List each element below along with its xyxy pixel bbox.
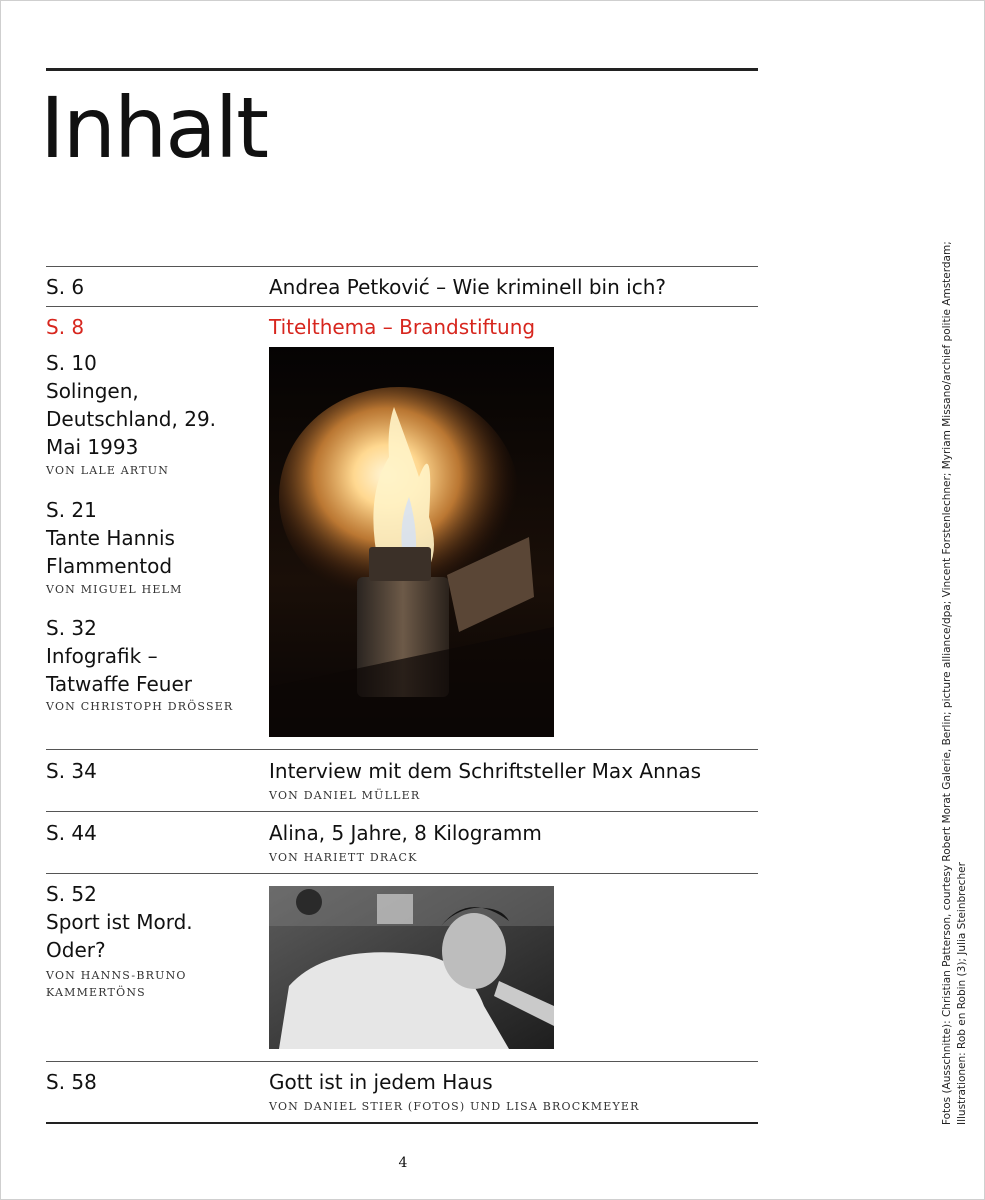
page-title: Inhalt	[40, 79, 267, 177]
photo-credits-line: Fotos (Ausschnitte): Christian Patterson, courtesy Robert Morat Galerie, Berlin; picture alliance/dpa; Vincent Forstenlechner; Myriam Missano/archief politie Amsterdam;	[941, 241, 953, 1125]
row-divider	[46, 749, 758, 750]
toc-subentry-title[interactable]: Infografik – Tatwaffe Feuer	[46, 644, 192, 696]
toc-page-number[interactable]: S. 52	[46, 882, 97, 906]
page-number: 4	[398, 1155, 408, 1171]
toc-subentry-byline: VON MIGUEL HELM	[46, 583, 183, 596]
row-divider	[46, 811, 758, 812]
row-divider	[46, 266, 758, 267]
lighter-flame-illustration	[269, 347, 554, 737]
toc-page-number[interactable]: S. 58	[46, 1070, 97, 1094]
bottom-rule	[46, 1122, 758, 1124]
toc-entry-byline: VON DANIEL STIER (FOTOS) UND LISA BROCKMEYER	[269, 1100, 640, 1113]
toc-entry-title[interactable]: Titelthema – Brandstiftung	[269, 315, 536, 339]
toc-entry-byline: VON HARIETT DRACK	[269, 851, 418, 864]
photo-credits-line: Illustrationen: Rob en Robin (3); Julia Steinbrecher	[956, 862, 968, 1125]
lighter-flame-photo	[269, 347, 554, 737]
toc-subentry-byline: VON LALE ARTUN	[46, 464, 170, 477]
toc-page-number[interactable]: S. 6	[46, 275, 85, 299]
toc-page-number[interactable]: S. 8	[46, 315, 85, 339]
row-divider	[46, 1061, 758, 1062]
athlete-portrait-photo	[269, 886, 554, 1049]
toc-entry-byline: VON HANNS-BRUNO KAMMERTÖNS	[46, 969, 187, 999]
toc-subentry-page[interactable]: S. 21	[46, 498, 97, 522]
toc-entry-title[interactable]: Andrea Petković – Wie kriminell bin ich?	[269, 275, 666, 299]
toc-entry-title[interactable]: Gott ist in jedem Haus	[269, 1070, 493, 1094]
row-divider	[46, 306, 758, 307]
toc-subentry-title[interactable]: Tante Hannis Flammentod	[46, 526, 175, 578]
toc-page-number[interactable]: S. 44	[46, 821, 97, 845]
toc-subentry-title[interactable]: Solingen, Deutschland, 29. Mai 1993	[46, 379, 217, 459]
toc-subentry-page[interactable]: S. 10	[46, 351, 97, 375]
toc-page-number[interactable]: S. 34	[46, 759, 97, 783]
toc-entry-title[interactable]: Alina, 5 Jahre, 8 Kilogramm	[269, 821, 542, 845]
toc-entry-title[interactable]: Interview mit dem Schriftsteller Max Annas	[269, 759, 702, 783]
row-divider	[46, 873, 758, 874]
toc-subentry-page[interactable]: S. 32	[46, 616, 97, 640]
photo-credits	[940, 241, 970, 1125]
top-rule	[46, 68, 758, 71]
toc-entry-title[interactable]: Sport ist Mord. Oder?	[46, 910, 193, 962]
athlete-portrait-illustration	[269, 886, 554, 1049]
toc-subentry-byline: VON CHRISTOPH DRÖSSER	[46, 700, 234, 713]
toc-entry-byline: VON DANIEL MÜLLER	[269, 789, 421, 802]
